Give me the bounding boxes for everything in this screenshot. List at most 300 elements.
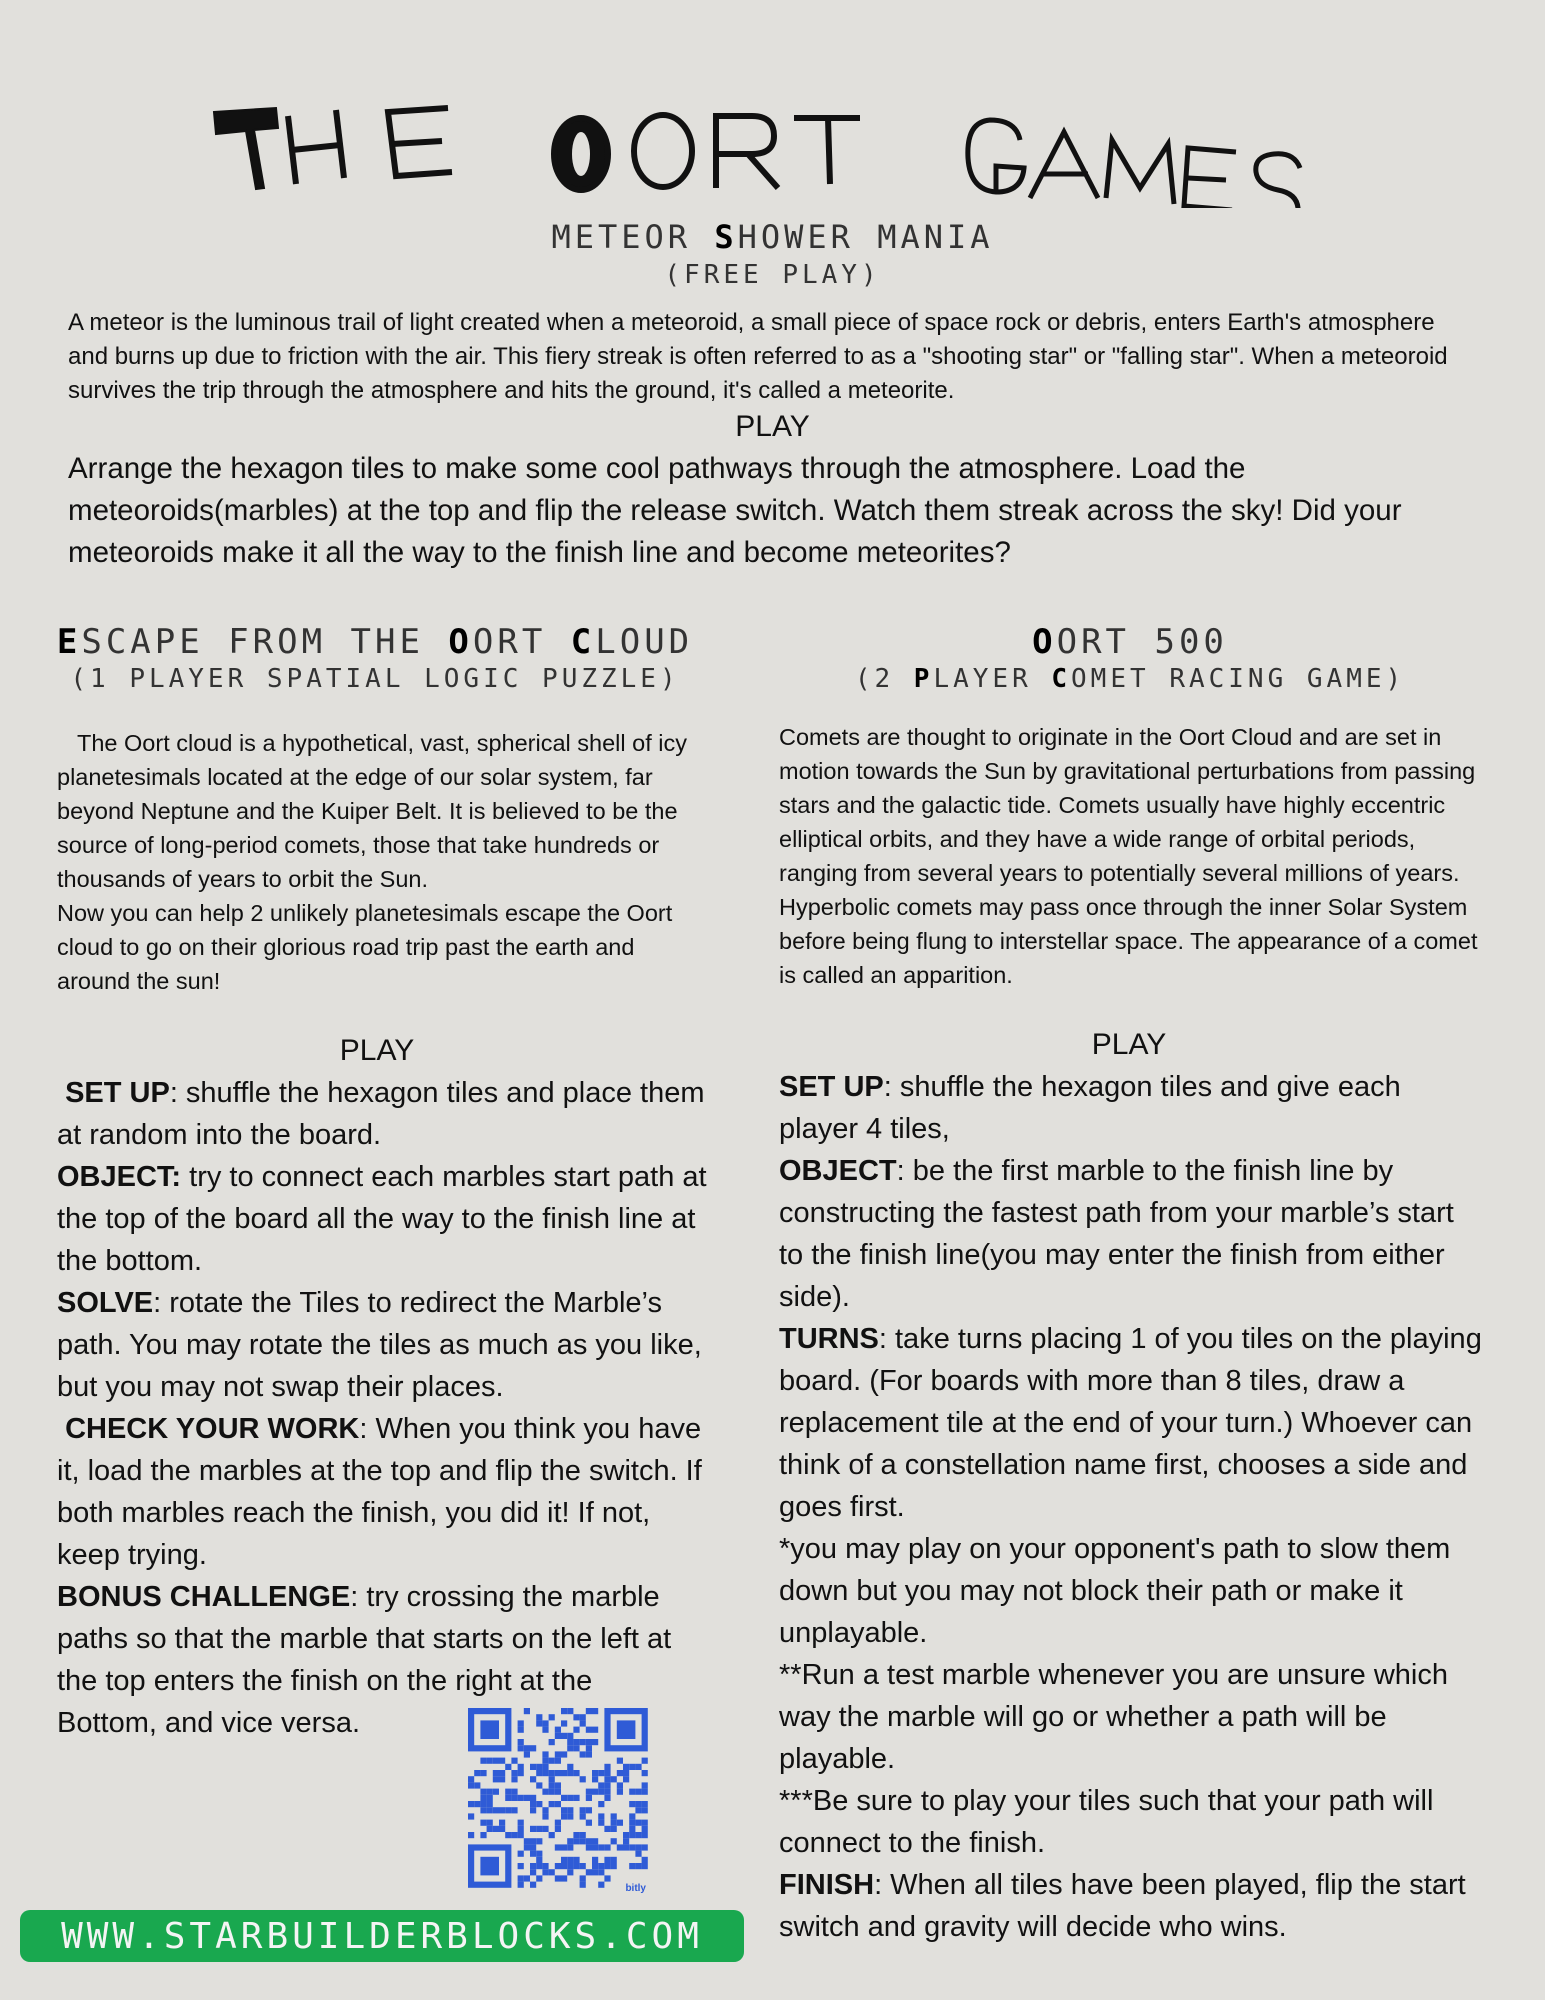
qr-module xyxy=(536,1764,542,1770)
qr-module xyxy=(468,1813,474,1819)
title-word-oort xyxy=(554,115,860,190)
qr-module xyxy=(567,1708,573,1714)
qr-module xyxy=(642,1770,648,1776)
qr-module xyxy=(524,1838,530,1844)
qr-module xyxy=(598,1863,604,1869)
qr-module xyxy=(561,1770,567,1776)
qr-module xyxy=(474,1782,480,1788)
qr-module xyxy=(555,1844,561,1850)
qr-module xyxy=(580,1739,586,1745)
qr-module xyxy=(604,1863,610,1869)
escape-rule-check xyxy=(57,1408,707,1576)
qr-module xyxy=(629,1832,635,1838)
escape-check-label: CHECK YOUR WORK xyxy=(65,1413,360,1445)
qr-module xyxy=(518,1739,524,1745)
qr-module xyxy=(518,1863,524,1869)
escape-description-1: The Oort cloud is a hypothetical, vast, spherical shell of icy planetesimals located at the edge of our solar system, far beyond Neptune and the Kuiper Belt. It is believed to be the source of long-period comets, those that take hundreds or thousands of years to orbit the Sun. xyxy=(57,730,687,892)
oort500-rule-object xyxy=(779,1150,1484,1318)
qr-module xyxy=(598,1869,604,1875)
qr-module xyxy=(474,1770,480,1776)
oort500-setup-label: SET UP xyxy=(779,1071,884,1103)
qr-module xyxy=(592,1776,598,1782)
qr-module xyxy=(542,1720,548,1726)
page-title xyxy=(0,48,1545,208)
oort500-heading-part: ORT 500 xyxy=(1056,622,1228,662)
qr-module xyxy=(604,1776,610,1782)
oort500-turns-label: TURNS xyxy=(779,1323,879,1355)
oort500-note-2: **Run a test marble whenever you are unsure which way the marble will go or whether a path will be playable. xyxy=(779,1659,1448,1775)
qr-module xyxy=(611,1820,617,1826)
qr-module xyxy=(623,1844,629,1850)
escape-bonus-text: : try crossing the marble paths so that the marble that starts on the left at the top enters the finish on the right at the Bottom, and vice versa. xyxy=(57,1581,672,1739)
qr-module xyxy=(642,1789,648,1795)
qr-module xyxy=(511,1832,517,1838)
qr-module xyxy=(629,1844,635,1850)
qr-module xyxy=(567,1739,573,1745)
qr-module xyxy=(635,1789,641,1795)
qr-module xyxy=(536,1770,542,1776)
qr-module xyxy=(536,1851,542,1857)
qr-module xyxy=(611,1863,617,1869)
qr-module xyxy=(536,1863,542,1869)
qr-module xyxy=(592,1863,598,1869)
qr-module xyxy=(549,1782,555,1788)
meteor-play-text: Arrange the hexagon tiles to make some cool pathways through the atmosphere. Load the meteoroids(marbles) at the top and flip the release switch. Watch them streak across the sky! Did your meteoroids make it all the way to the finish line and become meteorites? xyxy=(68,452,1402,569)
oort500-note-1: *you may play on your opponent's path to slow them down but you may not block their path or make it unplayable. xyxy=(779,1533,1451,1649)
qr-module xyxy=(542,1807,548,1813)
qr-module xyxy=(580,1807,586,1813)
qr-module xyxy=(555,1733,561,1739)
website-button[interactable]: WWW.STARBUILDERBLOCKS.COM xyxy=(20,1910,744,1962)
qr-module xyxy=(629,1826,635,1832)
oort500-setup-text: : shuffle the hexagon tiles and give each player 4 tiles, xyxy=(779,1071,1401,1145)
qr-module xyxy=(635,1832,641,1838)
qr-module xyxy=(505,1807,511,1813)
oort500-turns-text: : take turns placing 1 of you tiles on the playing board. (For boards with more than 8 tiles, draw a replacement tile at the end of your turn.) Whoever can think of a constellation name first, chooses a side and goes first. xyxy=(779,1323,1482,1523)
qr-module xyxy=(549,1789,555,1795)
qr-module xyxy=(580,1776,586,1782)
qr-module xyxy=(480,1770,486,1776)
oort500-note-3: ***Be sure to play your tiles such that your path will connect to the finish. xyxy=(779,1785,1434,1859)
qr-module xyxy=(623,1764,629,1770)
qr-module xyxy=(505,1832,511,1838)
qr-module xyxy=(499,1807,505,1813)
qr-module xyxy=(524,1745,530,1751)
qr-module xyxy=(580,1813,586,1819)
qr-module xyxy=(518,1832,524,1838)
qr-module xyxy=(536,1826,542,1832)
qr-module xyxy=(555,1826,561,1832)
qr-module xyxy=(561,1857,567,1863)
qr-module xyxy=(511,1770,517,1776)
qr-module xyxy=(642,1826,648,1832)
qr-module xyxy=(480,1801,486,1807)
qr-module xyxy=(468,1776,474,1782)
qr-module xyxy=(487,1820,493,1826)
escape-rule-object xyxy=(57,1156,707,1282)
qr-module xyxy=(580,1882,586,1888)
qr-module xyxy=(542,1813,548,1819)
qr-module xyxy=(611,1776,617,1782)
qr-module xyxy=(536,1838,542,1844)
qr-module xyxy=(505,1789,511,1795)
qr-module xyxy=(573,1838,579,1844)
qr-module xyxy=(598,1813,604,1819)
qr-module xyxy=(635,1801,641,1807)
qr-module xyxy=(536,1857,542,1863)
escape-solve-label: SOLVE xyxy=(57,1287,154,1319)
oort500-sub-part: ACING xyxy=(1188,664,1307,694)
qr-module xyxy=(542,1863,548,1869)
qr-module xyxy=(642,1857,648,1863)
meteor-heading-part: HOWER MANIA xyxy=(737,218,994,256)
qr-module xyxy=(536,1714,542,1720)
qr-module xyxy=(542,1764,548,1770)
qr-module xyxy=(555,1820,561,1826)
escape-subheading: (1 PLAYER SPATIAL LOGIC PUZZLE) xyxy=(70,664,680,694)
title-word-games xyxy=(968,120,1300,208)
qr-module xyxy=(623,1770,629,1776)
oort500-rule-setup xyxy=(779,1066,1484,1150)
qr-module xyxy=(586,1795,592,1801)
oort500-finish-label: FINISH xyxy=(779,1869,875,1901)
qr-module xyxy=(598,1820,604,1826)
qr-module xyxy=(592,1838,598,1844)
qr-module xyxy=(592,1727,598,1733)
qr-module xyxy=(567,1770,573,1776)
oort500-heading xyxy=(760,622,1500,662)
escape-solve-text: : rotate the Tiles to redirect the Marble’s path. You may rotate the tiles as much as you like, but you may not swap their places. xyxy=(57,1287,702,1403)
qr-module xyxy=(580,1863,586,1869)
qr-module xyxy=(561,1708,567,1714)
qr-module xyxy=(611,1838,617,1844)
qr-module xyxy=(524,1708,530,1714)
qr-module xyxy=(511,1807,517,1813)
qr-module xyxy=(604,1782,610,1788)
oort500-description: Comets are thought to originate in the Oort Cloud and are set in motion towards the Sun by gravitational perturbations from passing stars and the galactic tide. Comets usually have highly eccentric elliptical orbits, and they have a wide range of orbital periods, ranging from several years to potentially several millions of years. Hyperbolic comets may pass once through the inner Solar System before being flung to interstellar space. The appearance of a comet is called an apparition. xyxy=(779,724,1478,988)
oort500-sub-part: R xyxy=(1169,664,1189,694)
qr-module xyxy=(580,1838,586,1844)
oort500-sub-initial: C xyxy=(1051,664,1072,694)
qr-module xyxy=(480,1832,486,1838)
qr-module xyxy=(518,1795,524,1801)
qr-module xyxy=(530,1795,536,1801)
qr-module xyxy=(573,1863,579,1869)
qr-module xyxy=(567,1807,573,1813)
escape-rule-setup xyxy=(57,1072,707,1156)
qr-module xyxy=(617,1758,623,1764)
qr-module xyxy=(623,1832,629,1838)
qr-module xyxy=(629,1764,635,1770)
qr-module xyxy=(549,1776,555,1782)
qr-module xyxy=(567,1838,573,1844)
qr-module xyxy=(623,1838,629,1844)
qr-module xyxy=(536,1720,542,1726)
qr-module xyxy=(530,1863,536,1869)
qr-module xyxy=(598,1844,604,1850)
qr-module xyxy=(617,1789,623,1795)
escape-heading-initial: O xyxy=(448,622,473,662)
qr-module xyxy=(542,1727,548,1733)
qr-module xyxy=(642,1863,648,1869)
escape-heading-initial: E xyxy=(56,622,82,662)
qr-module xyxy=(604,1795,610,1801)
qr-module xyxy=(580,1832,586,1838)
qr-module xyxy=(592,1770,598,1776)
qr-module xyxy=(511,1758,517,1764)
qr-module xyxy=(635,1863,641,1869)
qr-module xyxy=(573,1857,579,1863)
qr-module xyxy=(555,1789,561,1795)
qr-code-graphic xyxy=(468,1708,654,1894)
oort500-object-label: OBJECT xyxy=(779,1155,897,1187)
meteor-play-heading: PLAY xyxy=(735,410,810,443)
qr-module xyxy=(573,1745,579,1751)
escape-heading-part: SCAPE FROM THE xyxy=(81,622,449,662)
qr-module xyxy=(629,1863,635,1869)
escape-rule-solve xyxy=(57,1282,707,1408)
qr-module xyxy=(580,1714,586,1720)
qr-module xyxy=(518,1770,524,1776)
qr-module xyxy=(573,1770,579,1776)
qr-module xyxy=(580,1875,586,1881)
qr-finder-core xyxy=(617,1720,636,1739)
qr-module xyxy=(580,1751,586,1757)
qr-module xyxy=(567,1863,573,1869)
oort500-sub-part: G xyxy=(1306,664,1327,694)
qr-module xyxy=(642,1758,648,1764)
meteor-description: A meteor is the luminous trail of light created when a meteoroid, a small piece of space rock or debris, enters Earth's atmosphere and burns up due to friction with the air. This fiery streak is often referred to as a "shooting star" or "falling star". When a meteoroid survives the trip through the atmosphere and hits the ground, it's called a meteorite. xyxy=(68,309,1448,404)
qr-module xyxy=(573,1714,579,1720)
qr-module xyxy=(499,1776,505,1782)
escape-heading-initial: C xyxy=(570,622,596,662)
qr-module xyxy=(573,1727,579,1733)
qr-module xyxy=(505,1795,511,1801)
qr-module xyxy=(617,1820,623,1826)
qr-code[interactable] xyxy=(468,1708,654,1894)
qr-module xyxy=(573,1832,579,1838)
qr-module xyxy=(555,1875,561,1881)
escape-check-text: : When you think you have it, load the marbles at the top and flip the switch. If both marbles reach the finish, you did it! If not, keep trying. xyxy=(57,1413,702,1571)
qr-module xyxy=(561,1863,567,1869)
qr-module xyxy=(573,1739,579,1745)
escape-setup-text: : shuffle the hexagon tiles and place them at random into the board. xyxy=(57,1077,705,1151)
qr-module xyxy=(592,1708,598,1714)
meteor-heading-initial: S xyxy=(714,218,738,256)
qr-module xyxy=(604,1826,610,1832)
qr-module xyxy=(511,1776,517,1782)
qr-module xyxy=(611,1826,617,1832)
qr-module xyxy=(518,1882,524,1888)
qr-module xyxy=(586,1708,592,1714)
qr-module xyxy=(642,1807,648,1813)
qr-module xyxy=(586,1739,592,1745)
qr-module xyxy=(530,1882,536,1888)
qr-module xyxy=(555,1751,561,1757)
qr-module xyxy=(530,1851,536,1857)
qr-module xyxy=(542,1770,548,1776)
qr-module xyxy=(592,1857,598,1863)
qr-module xyxy=(518,1764,524,1770)
qr-module xyxy=(586,1745,592,1751)
qr-module xyxy=(542,1751,548,1757)
qr-module xyxy=(549,1869,555,1875)
qr-module xyxy=(493,1807,499,1813)
qr-module xyxy=(642,1844,648,1850)
qr-module xyxy=(635,1844,641,1850)
qr-module xyxy=(635,1764,641,1770)
qr-module xyxy=(493,1789,499,1795)
qr-module xyxy=(573,1795,579,1801)
qr-module xyxy=(604,1875,610,1881)
qr-module xyxy=(536,1801,542,1807)
oort500-rules xyxy=(779,1066,1484,1948)
escape-object-label: OBJECT: xyxy=(57,1161,182,1193)
qr-module xyxy=(530,1826,536,1832)
qr-module xyxy=(611,1813,617,1819)
qr-module xyxy=(487,1795,493,1801)
qr-module xyxy=(567,1745,573,1751)
qr-module xyxy=(555,1801,561,1807)
qr-module xyxy=(524,1844,530,1850)
qr-module xyxy=(617,1770,623,1776)
qr-module xyxy=(518,1851,524,1857)
oort500-sub-part: AME) xyxy=(1326,664,1406,694)
qr-module xyxy=(549,1739,555,1745)
qr-module xyxy=(635,1851,641,1857)
oort500-sub-part: LAYER xyxy=(933,664,1052,694)
qr-module xyxy=(561,1844,567,1850)
qr-module xyxy=(642,1782,648,1788)
qr-module xyxy=(480,1758,486,1764)
qr-module xyxy=(518,1745,524,1751)
qr-module xyxy=(586,1844,592,1850)
qr-module xyxy=(530,1844,536,1850)
qr-module xyxy=(555,1770,561,1776)
title-word-the xyxy=(214,108,452,189)
qr-module xyxy=(493,1826,499,1832)
oort500-sub-part: (2 xyxy=(854,664,914,694)
qr-module xyxy=(567,1795,573,1801)
qr-module xyxy=(542,1789,548,1795)
qr-module xyxy=(549,1714,555,1720)
qr-module xyxy=(567,1857,573,1863)
qr-module xyxy=(592,1844,598,1850)
qr-module xyxy=(567,1869,573,1875)
qr-module xyxy=(555,1727,561,1733)
qr-module xyxy=(499,1758,505,1764)
qr-module xyxy=(561,1807,567,1813)
oort500-object-text: : be the first marble to the finish line by constructing the fastest path from your marble’s start to the finish line(you may enter the finish from either side). xyxy=(779,1155,1454,1313)
meteor-subheading: (FREE PLAY) xyxy=(664,260,881,290)
svg-text:THE: THE xyxy=(0,48,2,49)
qr-module xyxy=(604,1770,610,1776)
qr-module xyxy=(598,1801,604,1807)
qr-module xyxy=(561,1795,567,1801)
qr-module xyxy=(635,1807,641,1813)
qr-module xyxy=(555,1782,561,1788)
qr-module xyxy=(586,1789,592,1795)
escape-description xyxy=(57,726,707,998)
qr-module xyxy=(592,1739,598,1745)
qr-module xyxy=(604,1857,610,1863)
escape-rules xyxy=(57,1072,707,1744)
qr-module xyxy=(567,1813,573,1819)
qr-module xyxy=(561,1751,567,1757)
qr-module xyxy=(530,1869,536,1875)
oort500-heading-initial: O xyxy=(1032,622,1057,662)
qr-module xyxy=(530,1745,536,1751)
qr-module xyxy=(542,1869,548,1875)
qr-finder-core xyxy=(480,1720,499,1739)
escape-setup-label: SET UP xyxy=(65,1077,170,1109)
qr-module xyxy=(604,1844,610,1850)
qr-module xyxy=(561,1875,567,1881)
qr-module xyxy=(499,1826,505,1832)
qr-module xyxy=(598,1770,604,1776)
qr-brand-label: bitly xyxy=(625,1883,646,1894)
qr-module xyxy=(536,1875,542,1881)
qr-module xyxy=(487,1758,493,1764)
meteor-heading xyxy=(0,218,1545,256)
oort500-subheading xyxy=(760,664,1500,694)
qr-module xyxy=(549,1832,555,1838)
escape-bonus-label: BONUS CHALLENGE xyxy=(57,1581,351,1613)
oort500-play-heading: PLAY xyxy=(1091,1028,1167,1061)
escape-heading-part: LOUD xyxy=(595,622,694,662)
qr-module xyxy=(518,1875,524,1881)
qr-module xyxy=(549,1770,555,1776)
qr-module xyxy=(561,1733,567,1739)
qr-module xyxy=(623,1776,629,1782)
meteor-heading-part: METEOR xyxy=(551,218,715,256)
qr-module xyxy=(611,1857,617,1863)
qr-module xyxy=(642,1801,648,1807)
qr-module xyxy=(598,1782,604,1788)
qr-finder-core xyxy=(480,1857,499,1876)
qr-module xyxy=(549,1801,555,1807)
qr-module xyxy=(530,1776,536,1782)
qr-module xyxy=(555,1863,561,1869)
qr-module xyxy=(604,1789,610,1795)
qr-module xyxy=(598,1882,604,1888)
escape-play-heading: PLAY xyxy=(339,1034,415,1067)
qr-module xyxy=(586,1727,592,1733)
oort500-rule-turns xyxy=(779,1318,1484,1528)
qr-module xyxy=(617,1844,623,1850)
qr-module xyxy=(586,1807,592,1813)
qr-module xyxy=(530,1838,536,1844)
qr-module xyxy=(480,1795,486,1801)
qr-module xyxy=(617,1782,623,1788)
qr-module xyxy=(487,1789,493,1795)
qr-module xyxy=(629,1801,635,1807)
qr-module xyxy=(480,1789,486,1795)
qr-module xyxy=(542,1826,548,1832)
qr-module xyxy=(487,1807,493,1813)
qr-module xyxy=(530,1807,536,1813)
qr-module xyxy=(493,1770,499,1776)
qr-module xyxy=(542,1758,548,1764)
qr-module xyxy=(518,1720,524,1726)
qr-module xyxy=(586,1869,592,1875)
qr-module xyxy=(468,1801,474,1807)
qr-module xyxy=(499,1820,505,1826)
qr-module xyxy=(561,1813,567,1819)
qr-module xyxy=(642,1820,648,1826)
qr-module xyxy=(487,1826,493,1832)
qr-module xyxy=(480,1807,486,1813)
